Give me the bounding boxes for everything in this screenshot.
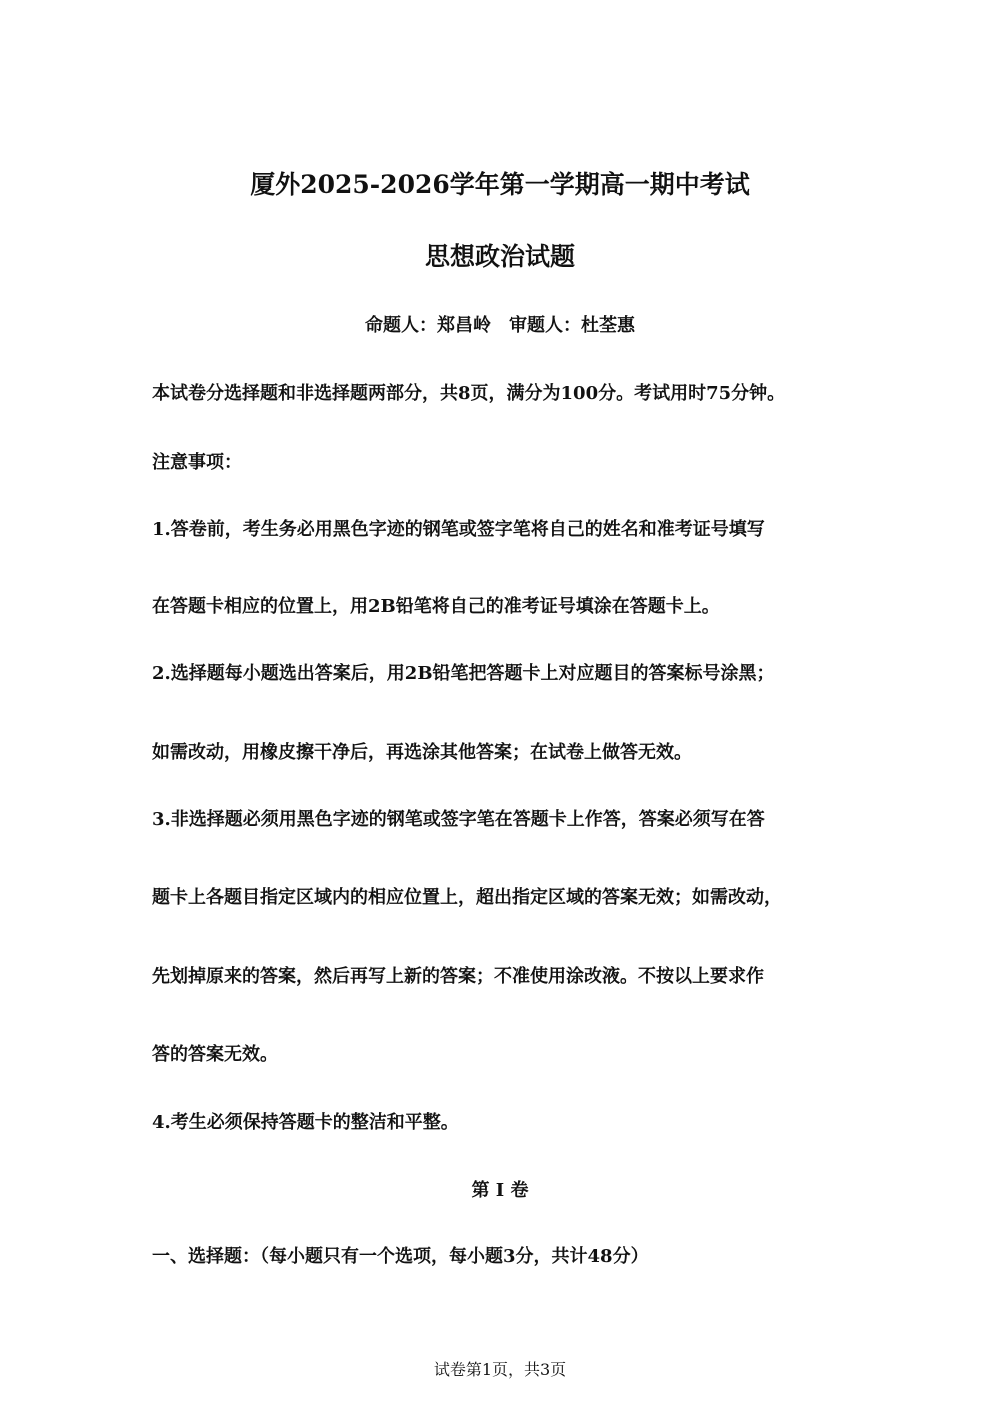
notice-line-2: 在答题卡相应的位置上，用2B铅笔将自己的准考证号填涂在答题卡上。 <box>152 596 720 617</box>
notice-line-8: 答的答案无效。 <box>152 1044 278 1065</box>
notice-line-6: 题卡上各题目指定区域内的相应位置上，超出指定区域的答案无效；如需改动， <box>152 887 782 908</box>
exam-intro: 本试卷分选择题和非选择题两部分，共8页，满分为100分。考试用时75分钟。 <box>152 383 786 404</box>
notice-line-1: 1.答卷前，考生务必用黑色字迹的钢笔或签字笔将自己的姓名和准考证号填写 <box>152 519 765 540</box>
notice-line-4: 如需改动，用橡皮擦干净后，再选涂其他答案；在试卷上做答无效。 <box>152 742 692 763</box>
page-footer: 试卷第1页，共3页 <box>433 1360 567 1379</box>
section-heading: 一、选择题：（每小题只有一个选项，每小题3分，共计48分） <box>152 1246 649 1267</box>
notice-line-7: 先划掉原来的答案，然后再写上新的答案；不准使用涂改液。不按以上要求作 <box>152 966 764 987</box>
notice-line-5: 3.非选择题必须用黑色字迹的钢笔或签字笔在答题卡上作答，答案必须写在答 <box>152 809 765 830</box>
exam-title: 厦外2025-2026学年第一学期高一期中考试 <box>250 170 750 199</box>
notice-line-9: 4.考生必须保持答题卡的整洁和平整。 <box>152 1112 459 1133</box>
notice-line-3: 2.选择题每小题选出答案后，用2B铅笔把答题卡上对应题目的答案标号涂黑； <box>152 663 775 684</box>
notice-heading: 注意事项： <box>152 452 242 473</box>
volume-label: 第 Ⅰ 卷 <box>471 1180 529 1201</box>
exam-subject: 思想政治试题 <box>424 242 575 271</box>
exam-authors: 命题人：郑昌岭 审题人：杜荃惠 <box>365 315 635 336</box>
